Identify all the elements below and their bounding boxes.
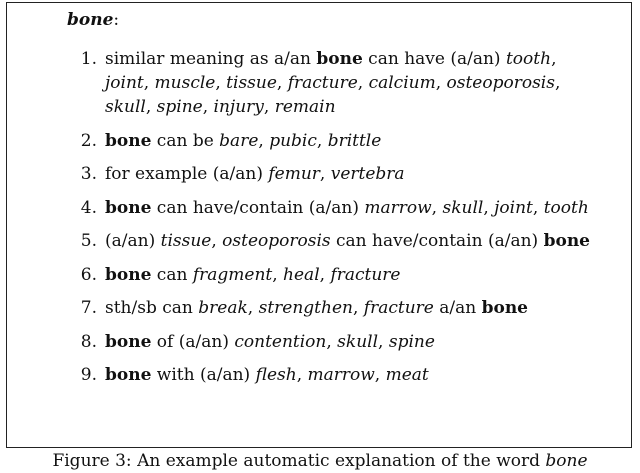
related-word: osteoporosis [446, 73, 555, 93]
plain-text: can have/contain (a/an) [151, 197, 365, 218]
list-item-number: 5. [80, 231, 97, 251]
related-word: joint [494, 197, 533, 218]
plain-text: , [258, 130, 270, 151]
list-item-text [105, 263, 593, 287]
explanation-list [73, 47, 593, 397]
related-word: muscle [154, 73, 216, 93]
related-word: tooth [505, 49, 552, 69]
plain-text: , [202, 97, 214, 117]
keyword: bone [105, 197, 152, 218]
related-word: injury [213, 97, 264, 117]
list-item [73, 229, 593, 253]
related-word: flesh [255, 365, 297, 385]
list-item-number: 7. [80, 298, 97, 318]
caption-word: bone [545, 451, 588, 471]
plain-text: , [357, 73, 369, 93]
list-item-number: 3. [80, 164, 97, 184]
plain-text: , [319, 164, 331, 184]
plain-text: , [247, 298, 259, 318]
related-word: vertebra [330, 164, 405, 184]
plain-text: , [276, 73, 288, 93]
keyword: bone [316, 49, 363, 69]
plain-text: can be [151, 130, 220, 151]
keyword: bone [105, 130, 152, 151]
plain-text: , [378, 331, 389, 352]
plain-text: can [151, 264, 193, 285]
plain-text: can have/contain (a/an) [330, 231, 544, 251]
keyword: bone [105, 365, 152, 385]
related-word: marrow [364, 197, 432, 218]
heading-word: bone [67, 10, 114, 30]
keyword: bone [105, 331, 152, 352]
list-item-text [105, 196, 593, 220]
plain-text: of (a/an) [151, 331, 235, 352]
plain-text: , [551, 49, 557, 69]
plain-text: , [554, 73, 561, 93]
related-word: spine [156, 97, 203, 117]
related-word: contention [234, 331, 327, 352]
list-item [73, 162, 593, 186]
plain-text: for example (a/an) [105, 164, 269, 184]
list-item-number: 1. [80, 49, 97, 69]
list-item-number: 6. [80, 264, 97, 285]
related-word: fracture [363, 298, 434, 318]
plain-text: , [215, 73, 227, 93]
plain-text: (a/an) [105, 231, 161, 251]
related-word: osteoporosis [222, 231, 331, 251]
list-item-text [105, 330, 593, 354]
plain-text: , [435, 73, 447, 93]
plain-text: , [143, 73, 155, 93]
plain-text: , [532, 197, 544, 218]
list-item [73, 330, 593, 354]
related-word: fragment [192, 264, 273, 285]
related-word: skull [337, 331, 379, 352]
list-item-number: 4. [80, 197, 97, 218]
plain-text: similar meaning as a/an [105, 49, 317, 69]
list-item-number: 9. [80, 365, 97, 385]
related-word: strengthen [258, 298, 353, 318]
keyword: bone [543, 231, 590, 251]
list-item [73, 129, 593, 153]
plain-text: , [316, 130, 328, 151]
list-item-text [105, 296, 593, 320]
related-word: brittle [327, 130, 382, 151]
list-item-number: 2. [80, 130, 97, 151]
plain-text: , [352, 298, 364, 318]
related-word: fracture [330, 264, 401, 285]
plain-text: can have (a/an) [362, 49, 506, 69]
list-item [73, 363, 593, 387]
related-word: meat [385, 365, 429, 385]
list-item-text [105, 129, 593, 153]
related-word: remain [274, 97, 336, 117]
list-item [73, 47, 593, 119]
list-item-text [105, 162, 593, 186]
plain-text: , [296, 365, 308, 385]
plain-text: , [145, 97, 157, 117]
list-item [73, 263, 593, 287]
plain-text: , [211, 231, 223, 251]
explanation-box [6, 2, 632, 448]
figure-caption [0, 450, 640, 472]
plain-text: sth/sb can [105, 298, 199, 318]
list-item-text [105, 363, 593, 387]
caption-text: An example automatic explanation of the word [137, 451, 540, 471]
list-item-text [105, 229, 593, 253]
related-word: marrow [307, 365, 375, 385]
related-word: joint [105, 73, 144, 93]
related-word: skull [442, 197, 484, 218]
related-word: heal [283, 264, 320, 285]
caption-label: Figure 3: [52, 451, 132, 471]
related-word: tooth [543, 197, 589, 218]
related-word: spine [388, 331, 435, 352]
list-item [73, 296, 593, 320]
keyword: bone [481, 298, 528, 318]
plain-text: with (a/an) [151, 365, 256, 385]
related-word: fracture [287, 73, 358, 93]
plain-text: , [483, 197, 495, 218]
plain-text: , [319, 264, 331, 285]
related-word: break [198, 298, 248, 318]
heading [67, 9, 119, 31]
related-word: femur [268, 164, 320, 184]
keyword: bone [105, 264, 152, 285]
plain-text: a/an [433, 298, 482, 318]
related-word: bare [219, 130, 259, 151]
plain-text: , [263, 97, 275, 117]
plain-text: , [431, 197, 443, 218]
plain-text: , [374, 365, 386, 385]
plain-text: , [326, 331, 338, 352]
list-item-number: 8. [80, 331, 97, 352]
list-item [73, 196, 593, 220]
related-word: calcium [368, 73, 436, 93]
related-word: tissue [226, 73, 277, 93]
plain-text: , [272, 264, 284, 285]
heading-colon: : [113, 10, 120, 30]
related-word: pubic [269, 130, 317, 151]
related-word: tissue [160, 231, 212, 251]
list-item-text [105, 47, 593, 119]
related-word: skull [105, 97, 146, 117]
